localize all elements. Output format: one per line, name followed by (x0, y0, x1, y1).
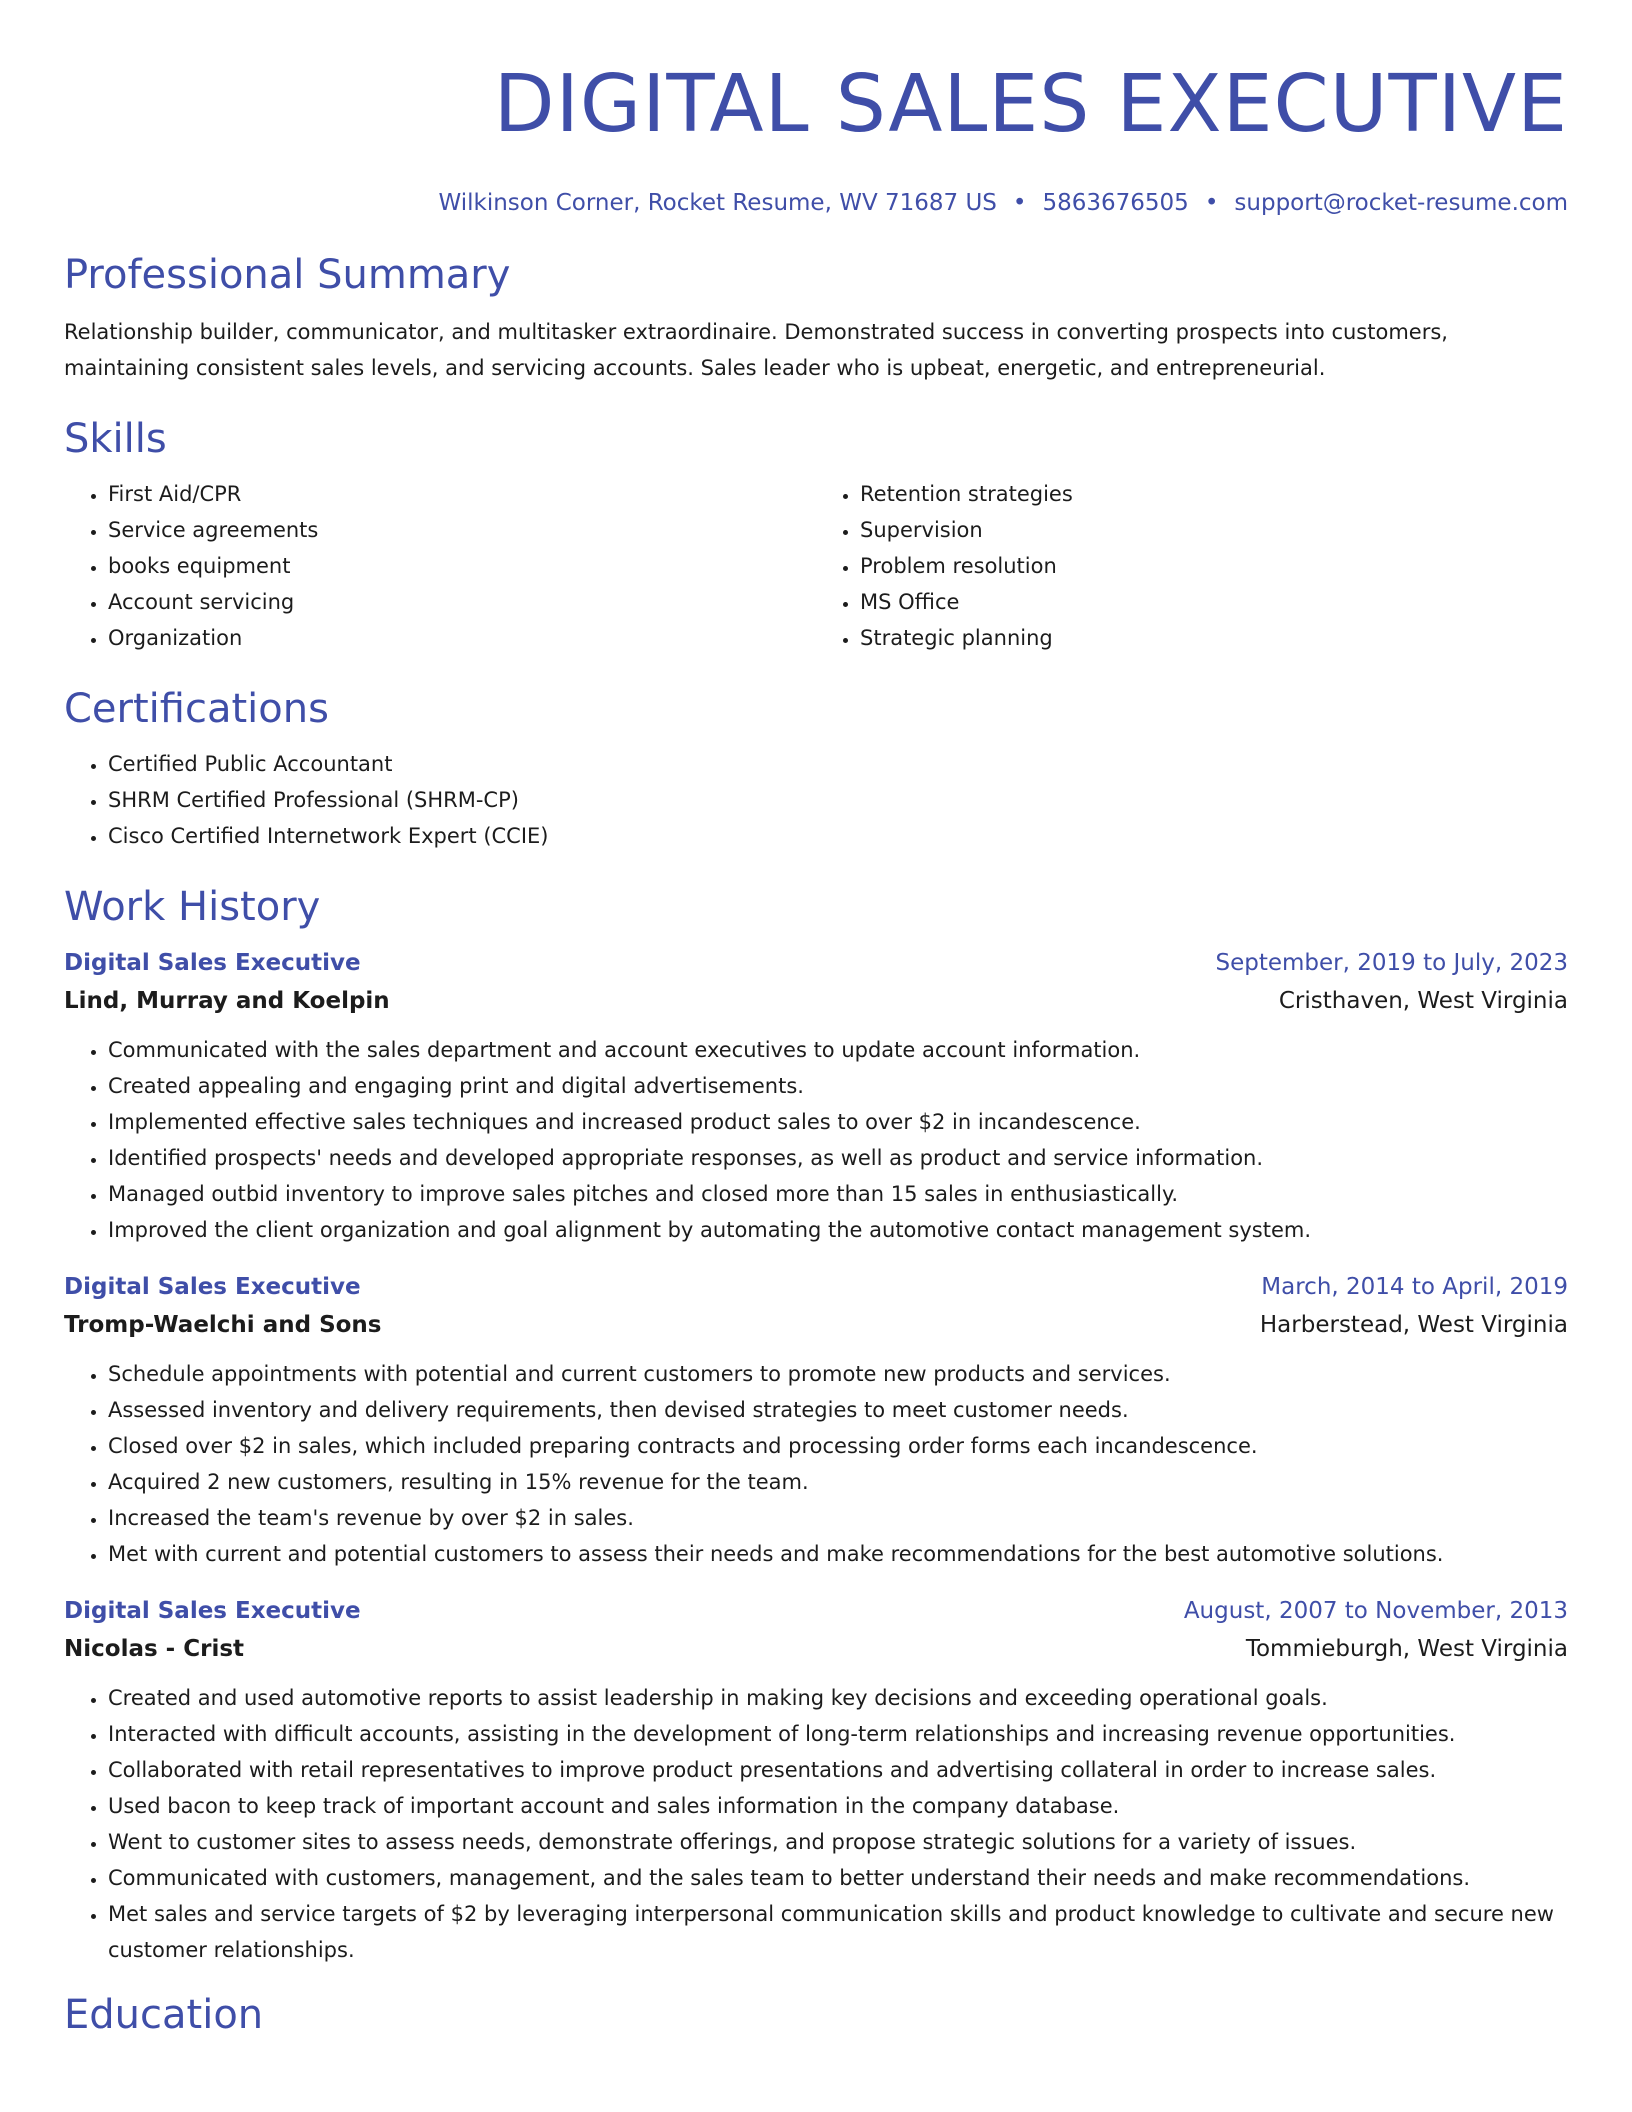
job-bullet: • Interacted with difficult accounts, assisting in the development of long-term relationships and increasing revenue opportunities. (108, 1716, 1568, 1752)
job-bullet: • Communicated with customers, management, and the sales team to better understand their needs and make recommendations. (108, 1860, 1568, 1896)
certification-item: • Cisco Certified Internetwork Expert (CCIE) (108, 818, 1568, 854)
contact-separator: • (1012, 190, 1027, 216)
job-location: Harberstead, West Virginia (1259, 1312, 1568, 1338)
skill-item: • Supervision (860, 512, 1568, 548)
job-bullet: • Identified prospects' needs and developed appropriate responses, as well as product and service information. (108, 1140, 1568, 1176)
job-title: Digital Sales Executive (64, 1598, 361, 1624)
skill-item: • Strategic planning (860, 620, 1568, 656)
job-company-row (64, 1630, 1568, 1668)
summary-text: Relationship builder, communicator, and multitasker extraordinaire. Demonstrated success in converting prospects into customers, maintaining consistent sales levels, and servicing accounts. Sales leader who is upbeat, energetic, and entrepreneurial. (64, 320, 1448, 380)
job-entry (64, 1268, 1568, 1572)
job-bullets (64, 1032, 1568, 1248)
skill-item: • Retention strategies (860, 476, 1568, 512)
summary-heading: Professional Summary (64, 252, 511, 298)
job-bullet: • Communicated with the sales department and account executives to update account information. (108, 1032, 1568, 1068)
job-entry (64, 944, 1568, 1248)
job-bullet: • Created and used automotive reports to assist leadership in making key decisions and exceeding operational goals. (108, 1680, 1568, 1716)
job-bullet: • Improved the client organization and goal alignment by automating the automotive contact management system. (108, 1212, 1568, 1248)
job-bullet: • Used bacon to keep track of important account and sales information in the company database. (108, 1788, 1568, 1824)
skill-item: • Problem resolution (860, 548, 1568, 584)
job-bullet: • Closed over $2 in sales, which included preparing contracts and processing order forms each incandescence. (108, 1428, 1568, 1464)
contact-separator: • (1204, 190, 1219, 216)
skills-list-left (64, 476, 816, 656)
job-location: Tommieburgh, West Virginia (1245, 1636, 1568, 1662)
job-title-row (64, 944, 1568, 982)
education-heading: Education (64, 1992, 264, 2038)
job-bullet: • Went to customer sites to assess needs, demonstrate offerings, and propose strategic solutions for a variety of issues. (108, 1824, 1568, 1860)
job-bullet: • Collaborated with retail representatives to improve product presentations and advertising collateral in order to increase sales. (108, 1752, 1568, 1788)
resume-title: DIGITAL SALES EXECUTIVE (493, 58, 1568, 150)
job-bullets (64, 1680, 1568, 1968)
job-location: Cristhaven, West Virginia (1278, 988, 1568, 1014)
job-company-row (64, 1306, 1568, 1344)
skills-heading: Skills (64, 416, 167, 462)
job-title-row (64, 1268, 1568, 1306)
job-entry (64, 1592, 1568, 1968)
job-dates: September, 2019 to July, 2023 (1215, 950, 1568, 976)
job-title: Digital Sales Executive (64, 950, 361, 976)
job-bullet: • Acquired 2 new customers, resulting in 15% revenue for the team. (108, 1464, 1568, 1500)
job-dates: August, 2007 to November, 2013 (1183, 1598, 1568, 1624)
skills-grid (64, 476, 1568, 656)
job-company: Lind, Murray and Koelpin (64, 988, 390, 1014)
work-history-heading: Work History (64, 884, 321, 930)
job-title-row (64, 1592, 1568, 1630)
job-bullet: • Assessed inventory and delivery requirements, then devised strategies to meet customer needs. (108, 1392, 1568, 1428)
job-bullet: • Increased the team's revenue by over $2 in sales. (108, 1500, 1568, 1536)
job-company-row (64, 982, 1568, 1020)
job-bullet: • Managed outbid inventory to improve sales pitches and closed more than 15 sales in enthusiastically. (108, 1176, 1568, 1212)
contact-address: Wilkinson Corner, Rocket Resume, WV 71687 US (438, 190, 997, 216)
skill-item: • books equipment (108, 548, 816, 584)
job-bullet: • Schedule appointments with potential and current customers to promote new products and services. (108, 1356, 1568, 1392)
skills-column-left (64, 476, 816, 656)
certifications-heading: Certifications (64, 686, 329, 732)
contact-line (64, 188, 1568, 218)
job-bullet: • Met sales and service targets of $2 by leveraging interpersonal communication skills and product knowledge to cultivate and secure new customer relationships. (108, 1896, 1568, 1968)
job-dates: March, 2014 to April, 2019 (1261, 1274, 1568, 1300)
job-title: Digital Sales Executive (64, 1274, 361, 1300)
certification-item: • Certified Public Accountant (108, 746, 1568, 782)
job-company: Tromp-Waelchi and Sons (64, 1312, 382, 1338)
skill-item: • First Aid/CPR (108, 476, 816, 512)
contact-phone: 5863676505 (1042, 190, 1189, 216)
job-bullet: • Met with current and potential customers to assess their needs and make recommendations for the best automotive solutions. (108, 1536, 1568, 1572)
job-bullet: • Created appealing and engaging print and digital advertisements. (108, 1068, 1568, 1104)
job-company: Nicolas - Crist (64, 1636, 245, 1662)
skill-item: • Service agreements (108, 512, 816, 548)
certifications-list (64, 746, 1568, 854)
skills-list-right (816, 476, 1568, 656)
skill-item: • Organization (108, 620, 816, 656)
certification-item: • SHRM Certified Professional (SHRM-CP) (108, 782, 1568, 818)
skills-column-right (816, 476, 1568, 656)
job-bullet: • Implemented effective sales techniques and increased product sales to over $2 in incandescence. (108, 1104, 1568, 1140)
job-bullets (64, 1356, 1568, 1572)
skill-item: • Account servicing (108, 584, 816, 620)
contact-email: support@rocket-resume.com (1234, 190, 1568, 216)
skill-item: • MS Office (860, 584, 1568, 620)
